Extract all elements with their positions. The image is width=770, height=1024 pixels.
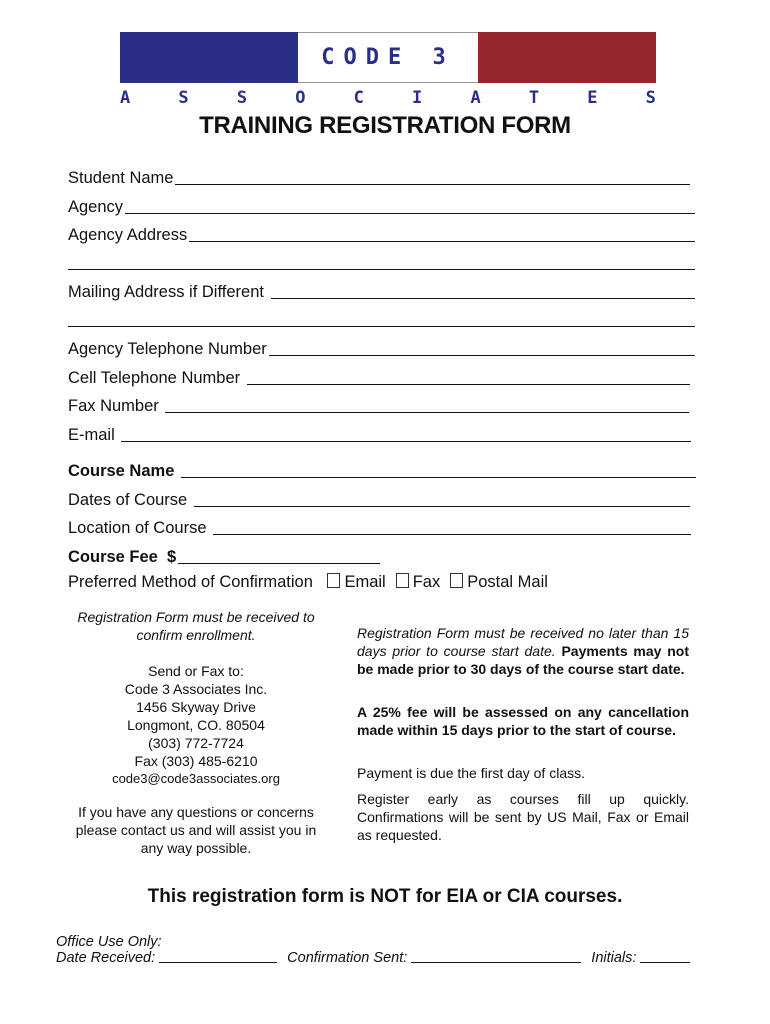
student-name-line[interactable]	[175, 184, 690, 185]
send-to-label: Send or Fax to:	[148, 663, 244, 679]
mailing-address-line-2[interactable]	[68, 326, 695, 327]
agency-address-line[interactable]	[189, 241, 695, 242]
email-checkbox[interactable]	[327, 573, 340, 588]
dates-of-course-label: Dates of Course	[68, 491, 192, 509]
course-name-label: Course Name	[68, 462, 179, 480]
course-name-line[interactable]	[181, 477, 696, 478]
cell-phone-field[interactable]	[68, 366, 690, 388]
agency-label: Agency	[68, 198, 124, 216]
email-line[interactable]	[121, 441, 691, 442]
agency-field[interactable]	[68, 195, 695, 217]
receipt-note: Registration Form must be received to confirm enrollment.	[77, 609, 315, 643]
fax-number-label: Fax Number	[68, 397, 164, 415]
location-of-course-line[interactable]	[213, 534, 691, 535]
date-received-field[interactable]	[56, 950, 277, 966]
postal-mail-checkbox[interactable]	[450, 573, 463, 588]
office-use-row	[56, 950, 696, 966]
mailing-address-label: Mailing Address if Different	[68, 283, 269, 301]
cell-phone-line[interactable]	[247, 384, 690, 385]
logo-red-block	[478, 32, 656, 83]
confirmation-sent-label: Confirmation Sent:	[287, 950, 412, 966]
cell-phone-label: Cell Telephone Number	[68, 369, 245, 387]
register-early-note: Register early as courses fill up quickly. Confirmations will be sent by US Mail, Fax or Email as requested.	[357, 791, 689, 843]
city-address: Longmont, CO. 80504	[127, 717, 265, 733]
logo-blue-block	[120, 32, 298, 83]
logo-letter: S	[236, 88, 248, 108]
email-field[interactable]	[68, 423, 691, 445]
location-of-course-label: Location of Course	[68, 519, 212, 537]
confirmation-sent-field[interactable]	[287, 950, 581, 966]
email-option-label: Email	[344, 573, 386, 591]
course-name-field[interactable]	[68, 459, 696, 481]
confirmation-label: Preferred Method of Confirmation	[68, 573, 318, 591]
agency-phone-field[interactable]	[68, 337, 695, 359]
location-of-course-field[interactable]	[68, 516, 691, 538]
deadline-italic-text: Registration Form must be received no later than 15 days prior to course start date.	[357, 625, 689, 659]
questions-note: If you have any questions or concerns please contact us and will assist you in any way possible.	[75, 804, 317, 856]
contact-email-link[interactable]: code3@code3associates.org	[112, 771, 280, 786]
mailing-address-line[interactable]	[271, 298, 695, 299]
agency-phone-line[interactable]	[269, 355, 695, 356]
logo-letter: I	[412, 88, 423, 108]
agency-address-field[interactable]	[68, 223, 695, 245]
mailing-address-field[interactable]	[68, 280, 695, 302]
dates-of-course-field[interactable]	[68, 488, 690, 510]
logo-letter: O	[295, 88, 306, 108]
company-name: Code 3 Associates Inc.	[124, 681, 268, 697]
postal-mail-option-label: Postal Mail	[467, 573, 548, 591]
course-fee-label: Course Fee $	[68, 548, 177, 566]
contact-block	[70, 662, 322, 788]
fax-option-label: Fax	[412, 573, 441, 591]
agency-phone-label: Agency Telephone Number	[68, 340, 267, 358]
agency-address-label: Agency Address	[68, 226, 188, 244]
fax-number-line[interactable]	[165, 412, 689, 413]
dates-of-course-line[interactable]	[194, 506, 690, 507]
initials-field[interactable]	[591, 950, 690, 966]
initials-line[interactable]	[640, 962, 690, 963]
logo-letter: C	[353, 88, 364, 108]
phone-number: (303) 772-7724	[148, 735, 244, 751]
payment-due-note: Payment is due the first day of class.	[357, 765, 585, 781]
logo-letter: T	[528, 88, 540, 108]
page-title: TRAINING REGISTRATION FORM	[199, 112, 571, 139]
confirmation-sent-line[interactable]	[411, 962, 581, 963]
logo-letter: S	[178, 88, 189, 108]
agency-address-line-2[interactable]	[68, 269, 695, 270]
logo-subtitle	[120, 88, 656, 108]
student-name-label: Student Name	[68, 169, 174, 187]
agency-line[interactable]	[125, 213, 695, 214]
street-address: 1456 Skyway Drive	[136, 699, 256, 715]
date-received-label: Date Received:	[56, 950, 160, 966]
logo-letter: S	[645, 88, 656, 108]
confirmation-method	[68, 573, 548, 592]
fax-number: Fax (303) 485-6210	[134, 753, 258, 769]
date-received-line[interactable]	[159, 962, 277, 963]
logo-name: CODE 3	[298, 32, 478, 83]
course-fee-field[interactable]	[68, 545, 380, 567]
logo-letter: A	[470, 88, 481, 108]
office-use-heading: Office Use Only:	[56, 934, 162, 950]
course-fee-line[interactable]	[178, 563, 380, 564]
deadline-note	[357, 624, 689, 678]
email-label: E-mail	[68, 426, 120, 444]
payment-restriction-text: Payments may not be made prior to 30 days of the course start date.	[357, 643, 690, 677]
initials-label: Initials:	[591, 950, 641, 966]
fax-number-field[interactable]	[68, 394, 689, 416]
company-logo	[120, 32, 656, 83]
eia-cia-notice: This registration form is NOT for EIA or CIA courses.	[147, 886, 623, 907]
logo-letter: E	[587, 88, 598, 108]
cancellation-note: A 25% fee will be assessed on any cancellation made within 15 days prior to the start of course.	[357, 704, 689, 738]
student-name-field[interactable]	[68, 166, 690, 188]
logo-letter: A	[120, 88, 131, 108]
fax-checkbox[interactable]	[396, 573, 409, 588]
